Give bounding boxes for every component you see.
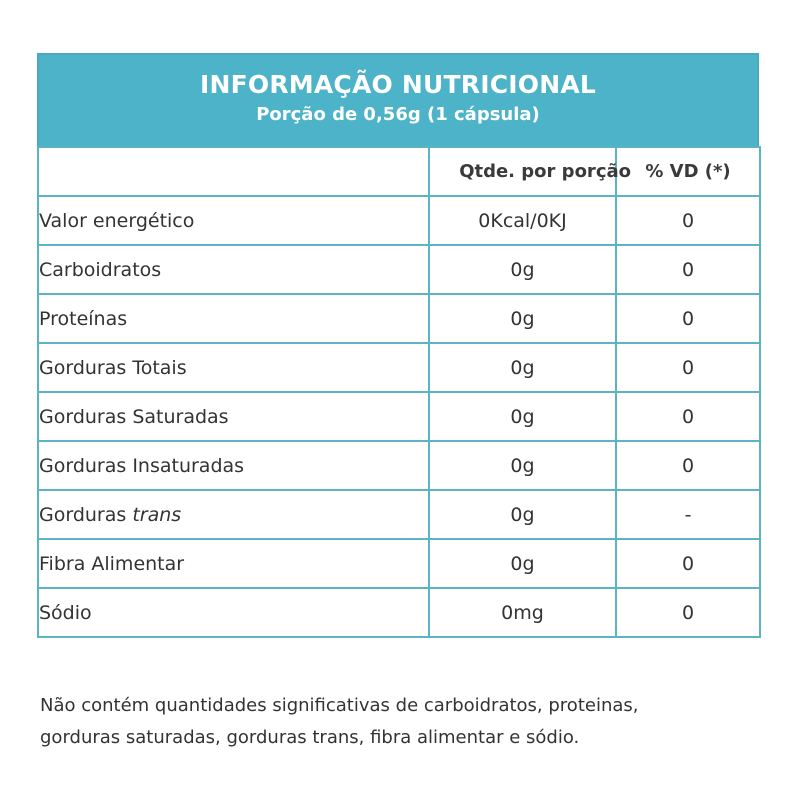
- footnote-line-2: gorduras saturadas, gorduras trans, fibra alimentar e sódio.: [40, 727, 580, 748]
- table-row: [38, 441, 760, 490]
- nutrient-name: [38, 294, 429, 343]
- nutrient-daily-value: 0: [616, 294, 760, 343]
- nutrient-quantity: 0mg: [429, 588, 616, 637]
- table-row: [38, 343, 760, 392]
- serving-size: Porção de 0,56g (1 cápsula): [256, 104, 540, 125]
- nutrient-quantity: 0Kcal/0KJ: [429, 196, 616, 245]
- nutrient-name: [38, 490, 429, 539]
- nutrient-name-text: Fibra Alimentar: [39, 552, 185, 575]
- nutrient-daily-value: 0: [616, 441, 760, 490]
- nutrient-name-text: Carboidratos: [39, 258, 162, 281]
- table-row: [38, 196, 760, 245]
- table-row: [38, 588, 760, 637]
- nutrient-quantity: 0g: [429, 539, 616, 588]
- nutrition-table: [37, 146, 761, 638]
- nutrient-name-text: Gorduras: [39, 503, 133, 526]
- column-header-daily-value: % VD (*): [616, 147, 760, 196]
- nutrient-name: [38, 539, 429, 588]
- nutrient-name: [38, 245, 429, 294]
- nutrient-daily-value: 0: [616, 588, 760, 637]
- table-header-row: [38, 147, 760, 196]
- nutrient-quantity: 0g: [429, 343, 616, 392]
- label-header: [37, 53, 759, 146]
- nutrient-quantity: 0g: [429, 392, 616, 441]
- nutrient-daily-value: 0: [616, 245, 760, 294]
- nutrient-name: [38, 343, 429, 392]
- nutrient-daily-value: 0: [616, 539, 760, 588]
- nutrient-quantity: 0g: [429, 245, 616, 294]
- nutrition-facts-label: [37, 53, 759, 638]
- nutrient-quantity: 0g: [429, 441, 616, 490]
- table-body: [38, 196, 760, 637]
- table-row: [38, 245, 760, 294]
- nutrient-name-text: Gorduras Insaturadas: [39, 454, 245, 477]
- table-row: [38, 294, 760, 343]
- nutrient-name: [38, 588, 429, 637]
- column-header-nutrient: [38, 147, 429, 196]
- nutrient-name-italic: trans: [132, 503, 182, 526]
- label-title: INFORMAÇÃO NUTRICIONAL: [199, 70, 596, 99]
- nutrient-name-text: Gorduras Totais: [39, 356, 187, 379]
- nutrient-daily-value: 0: [616, 343, 760, 392]
- nutrient-name: [38, 196, 429, 245]
- nutrient-daily-value: -: [616, 490, 760, 539]
- nutrient-name-text: Proteínas: [39, 307, 128, 330]
- footnote: [40, 690, 770, 754]
- nutrient-quantity: 0g: [429, 490, 616, 539]
- nutrient-name-text: Valor energético: [39, 209, 195, 232]
- nutrient-daily-value: 0: [616, 392, 760, 441]
- column-header-quantity: [429, 147, 631, 196]
- column-header-quantity-label: Qtde. por porção: [459, 161, 631, 182]
- nutrient-name: [38, 441, 429, 490]
- table-row: [38, 490, 760, 539]
- nutrient-name: [38, 392, 429, 441]
- footnote-line-1: Não contém quantidades significativas de carboidratos, proteinas,: [40, 695, 639, 716]
- nutrient-name-text: Gorduras Saturadas: [39, 405, 229, 428]
- nutrient-name-text: Sódio: [39, 601, 92, 624]
- nutrient-quantity: 0g: [429, 294, 616, 343]
- table-row: [38, 392, 760, 441]
- nutrient-daily-value: 0: [616, 196, 760, 245]
- table-row: [38, 539, 760, 588]
